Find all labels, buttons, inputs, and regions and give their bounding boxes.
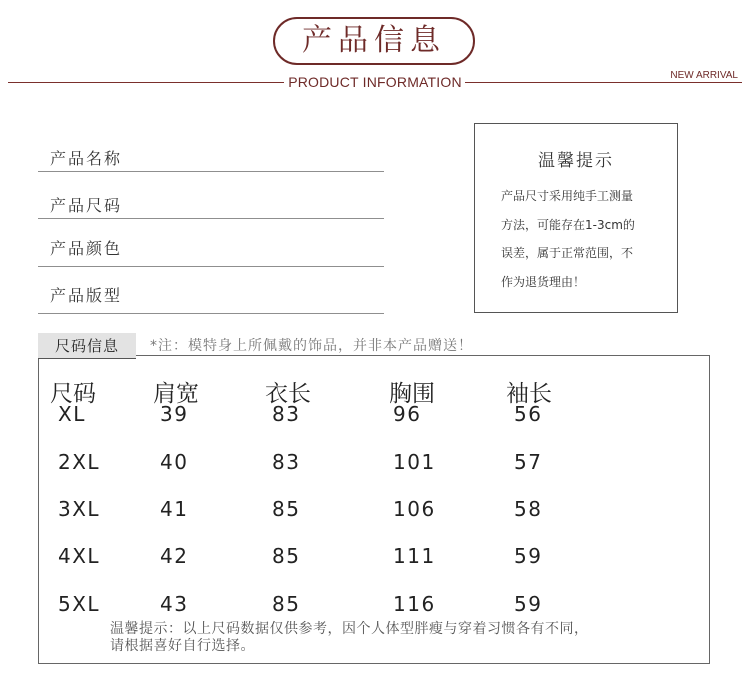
table-cell: 59 xyxy=(514,544,543,568)
tips-title: 温馨提示 xyxy=(538,151,614,171)
tips-line: 产品尺寸采用纯手工测量 xyxy=(501,189,634,203)
table-cell: 85 xyxy=(272,544,301,568)
column-header-sleeve: 袖长 xyxy=(506,381,552,407)
size-disclaimer xyxy=(110,621,690,655)
table-cell: XL xyxy=(58,402,86,426)
table-cell: 2XL xyxy=(58,450,101,474)
size-info-tab: 尺码信息 xyxy=(38,333,136,359)
table-cell: 56 xyxy=(514,402,543,426)
size-table xyxy=(38,355,710,664)
table-cell: 5XL xyxy=(58,592,101,616)
table-cell: 58 xyxy=(514,497,543,521)
column-header-shoulder: 肩宽 xyxy=(153,381,199,407)
field-product-size xyxy=(38,196,384,219)
column-header-length: 衣长 xyxy=(265,381,311,407)
tips-line: 误差，属于正常范围，不 xyxy=(501,246,634,260)
column-header-chest: 胸围 xyxy=(389,381,435,407)
table-cell: 85 xyxy=(272,497,301,521)
table-cell: 83 xyxy=(272,450,301,474)
table-cell: 57 xyxy=(514,450,543,474)
table-cell: 40 xyxy=(160,450,189,474)
table-cell: 3XL xyxy=(58,497,101,521)
table-cell: 43 xyxy=(160,592,189,616)
field-label: 产品颜色 xyxy=(50,239,123,258)
field-product-name xyxy=(38,149,384,172)
table-cell: 96 xyxy=(393,402,422,426)
table-cell: 42 xyxy=(160,544,189,568)
field-product-color xyxy=(38,239,384,267)
field-label: 产品版型 xyxy=(50,286,123,305)
table-cell: 111 xyxy=(393,544,436,568)
tips-line: 作为退货理由！ xyxy=(501,274,586,289)
table-cell: 116 xyxy=(393,592,436,616)
table-cell: 41 xyxy=(160,497,189,521)
table-cell: 59 xyxy=(514,592,543,616)
page-subtitle: PRODUCT INFORMATION xyxy=(288,74,462,90)
new-arrival-tag: NEW ARRIVAL xyxy=(670,70,738,81)
tips-box xyxy=(474,123,678,313)
table-cell: 39 xyxy=(160,402,189,426)
column-header-size: 尺码 xyxy=(50,381,96,407)
page-title: 产品信息 xyxy=(273,17,475,65)
header-rule-right xyxy=(465,82,742,83)
tips-body xyxy=(501,182,661,296)
table-cell: 85 xyxy=(272,592,301,616)
tips-line: 方法，可能存在1-3cm的 xyxy=(501,217,635,232)
size-disclaimer-line: 请根据喜好自行选择。 xyxy=(110,638,255,654)
table-cell: 101 xyxy=(393,450,436,474)
table-cell: 83 xyxy=(272,402,301,426)
field-label: 产品名称 xyxy=(50,149,123,168)
size-disclaimer-line: 温馨提示：以上尺码数据仅供参考，因个人体型胖瘦与穿着习惯各有不同， xyxy=(110,621,589,637)
table-cell: 106 xyxy=(393,497,436,521)
field-product-fit xyxy=(38,286,384,314)
field-label: 产品尺码 xyxy=(50,196,123,215)
table-cell: 4XL xyxy=(58,544,101,568)
header-rule-left xyxy=(8,82,284,83)
accessory-note: *注：模特身上所佩戴的饰品，并非本产品赠送！ xyxy=(150,338,473,354)
